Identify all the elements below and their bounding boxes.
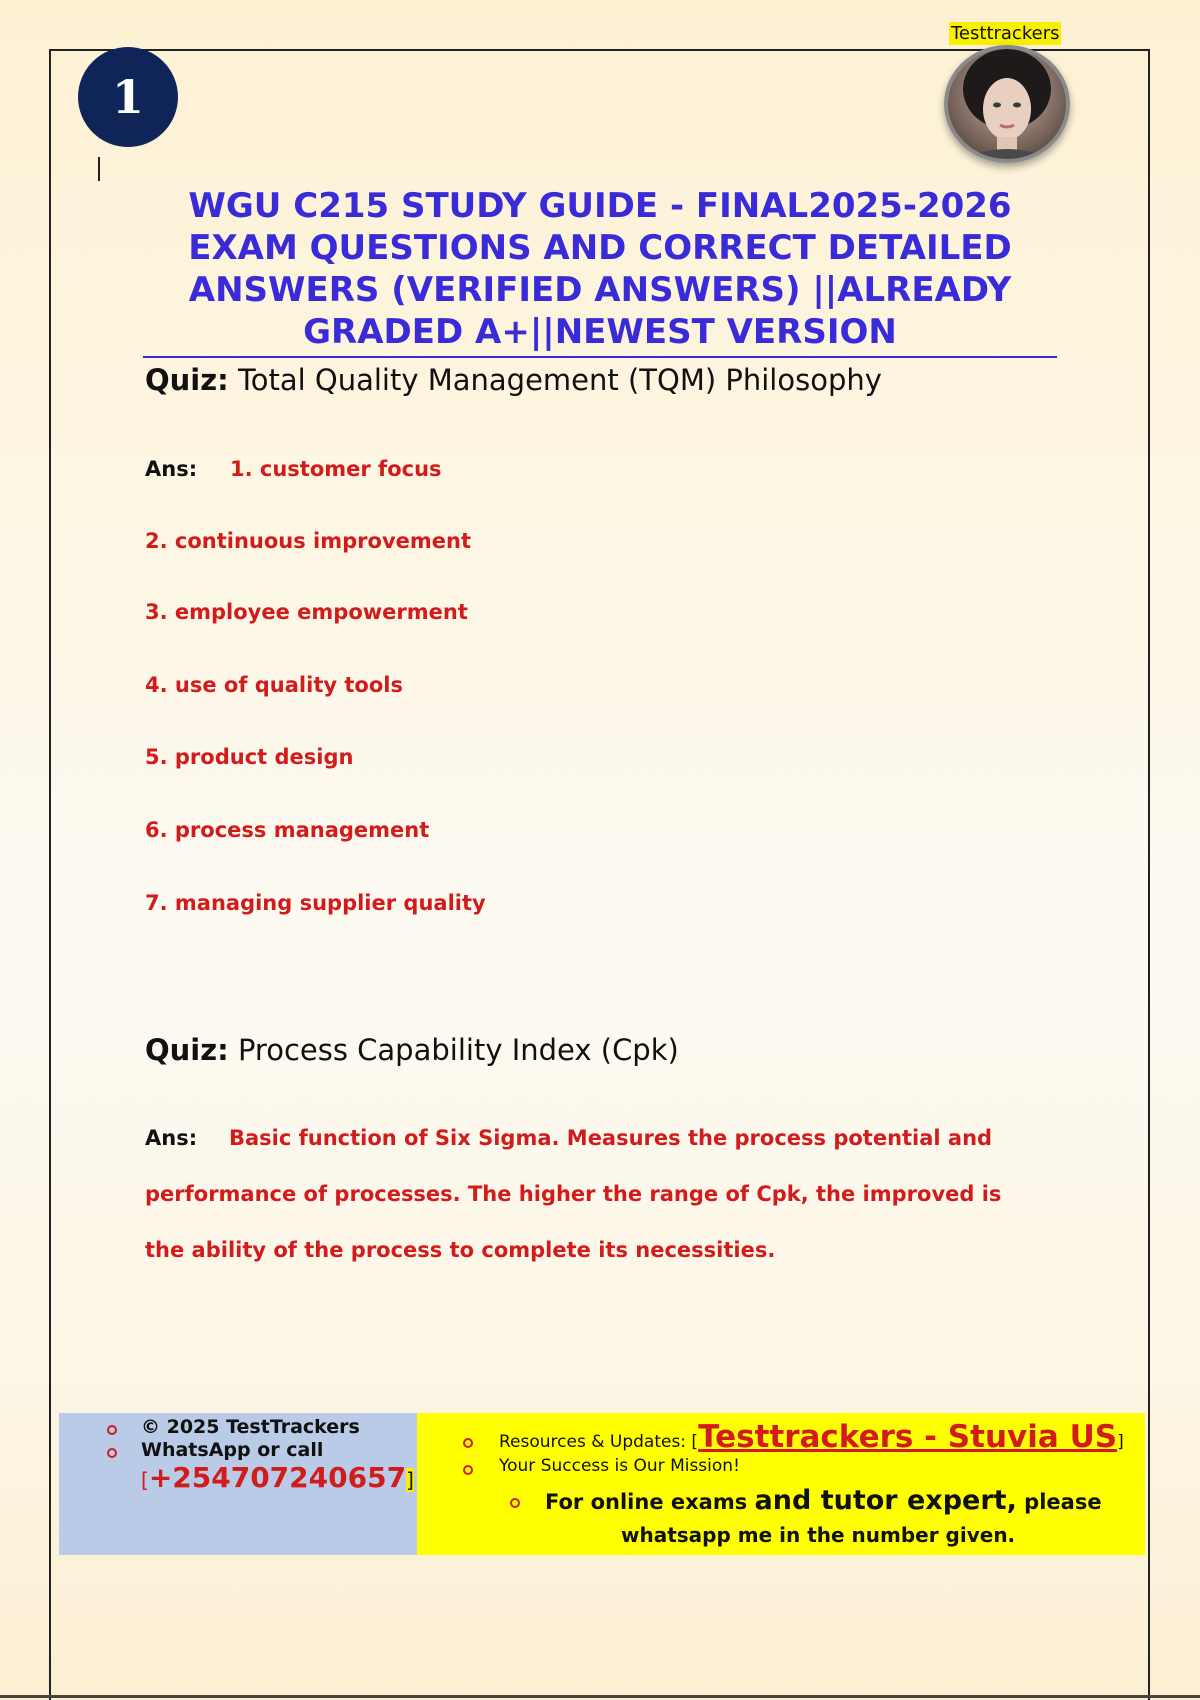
footer-contact-box <box>59 1413 417 1555</box>
footer-mission: Your Success is Our Mission! <box>499 1456 740 1476</box>
quiz-question-text: Process Capability Index (Cpk) <box>237 1033 679 1067</box>
footer-resources-box <box>417 1413 1145 1555</box>
stuvia-link[interactable]: Testtrackers - Stuvia US <box>698 1419 1118 1455</box>
page-number: 1 <box>111 70 144 124</box>
phone-bracket-close: ] <box>406 1468 414 1492</box>
answer-item: 1. customer focus <box>230 457 442 481</box>
page-bottom-divider <box>0 1695 1200 1698</box>
bullet-icon <box>510 1498 520 1508</box>
text-cursor <box>98 157 100 181</box>
bullet-icon <box>463 1438 473 1448</box>
bullet-icon <box>463 1465 473 1475</box>
answer-item: 5. product design <box>145 745 354 769</box>
bullet-icon <box>107 1425 117 1435</box>
answer-item: 4. use of quality tools <box>145 673 403 697</box>
quiz-question-2 <box>145 1033 679 1067</box>
page-number-badge <box>78 47 178 147</box>
document-title: WGU C215 STUDY GUIDE - FINAL2025-2026 EXAM QUESTIONS AND CORRECT DETAILED ANSWERS (VERIFIED ANSWERS) ||ALREADY GRADED A+||NEWEST VERSION <box>188 186 1012 352</box>
title-underline <box>143 356 1057 358</box>
quiz-question-text: Total Quality Management (TQM) Philosophy <box>237 363 882 397</box>
footer-copyright: © 2025 TestTrackers <box>141 1416 360 1438</box>
resources-label: Resources & Updates: [ <box>499 1432 699 1452</box>
quiz-label: Quiz: <box>145 363 229 397</box>
cta-part1: For online exams <box>545 1490 755 1514</box>
answer-label: Ans: <box>145 1126 198 1150</box>
resources-close: ] <box>1117 1432 1124 1452</box>
avatar-portrait-icon <box>948 49 1066 159</box>
author-avatar <box>944 45 1070 163</box>
footer-resources <box>499 1419 1124 1455</box>
cta-part3: please <box>1016 1490 1102 1514</box>
answer-item: 7. managing supplier quality <box>145 891 486 915</box>
answer-label: Ans: <box>145 457 198 481</box>
answer-item: 3. employee empowerment <box>145 600 468 624</box>
answer-item: 2. continuous improvement <box>145 529 471 553</box>
bullet-icon <box>107 1448 117 1458</box>
phone-bracket-open: [ <box>141 1468 149 1492</box>
phone-number[interactable]: +254707240657 <box>148 1461 407 1494</box>
cta-part2: and tutor expert, <box>754 1485 1017 1516</box>
watermark-label: Testtrackers <box>951 23 1060 44</box>
footer-phone[interactable] <box>141 1461 414 1494</box>
quiz-question-1 <box>145 363 882 397</box>
answer-item: 6. process management <box>145 818 430 842</box>
quiz-label: Quiz: <box>145 1033 229 1067</box>
footer-whatsapp-label: WhatsApp or call <box>141 1439 324 1461</box>
footer-cta-line1 <box>545 1485 1102 1516</box>
answer-paragraph: Basic function of Six Sigma. Measures the process potential and performance of processes. The higher the range of Cpk, the improved is the ability of the process to complete its necessities. <box>145 1126 1002 1262</box>
footer-cta-line2: whatsapp me in the number given. <box>621 1523 1016 1547</box>
